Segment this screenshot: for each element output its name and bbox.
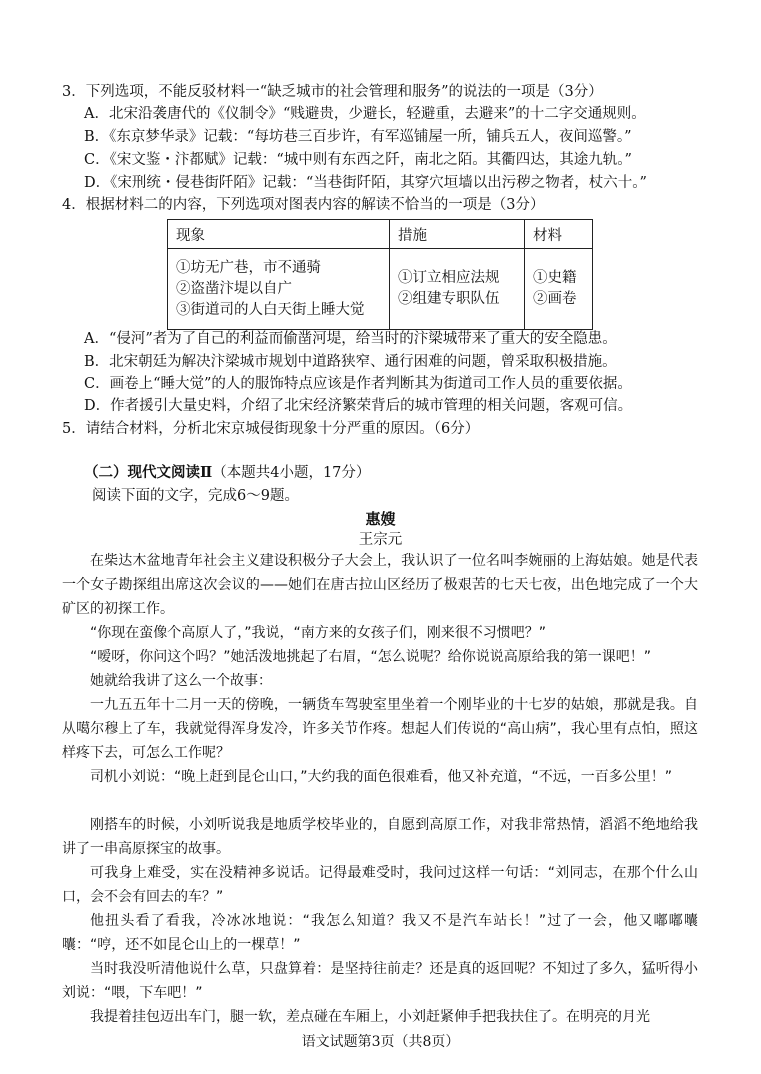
q4-option-d: D．作者援引大量史料，介绍了北宋经济繁荣背后的城市管理的相关问题，客观可信。 xyxy=(84,398,633,414)
measure-item: ①订立相应法规 xyxy=(398,270,500,286)
phenomenon-item: ①坊无广巷，市不通骑 xyxy=(176,259,321,276)
table-header-materials: 材料 xyxy=(525,220,593,249)
interpretation-table xyxy=(167,219,593,330)
q3-option-d: D．《宋刑统・侵巷街阡陌》记载：“当巷街阡陌，其穿穴垣墙以出污秽之物者，杖六十。” xyxy=(84,175,647,191)
material-item: ①史籍 xyxy=(533,270,577,286)
article-paragraph: 他扭头看了看我，冷冰冰地说：“我怎么知道？我又不是汽车站长！”过了一会，他又嘟嘟囔囔：“哼，还不如昆仑山上的一棵草！” xyxy=(62,913,698,953)
article-paragraph: 一九五五年十二月一天的傍晚，一辆货车驾驶室里坐着一个刚毕业的十七岁的姑娘，那就是我。自从噶尔穆上了车，我就觉得浑身发冷，许多关节作疼。想起人们传说的“高山病”，我心里有点怕，照这样疼下去，可怎么工作呢？ xyxy=(62,697,698,761)
table-cell-measures xyxy=(390,249,525,330)
article-paragraph: 可我身上难受，实在没精神多说话。记得最难受时，我问过这样一句话：“刘同志，在那个什么山口，会不会有回去的车？” xyxy=(62,865,698,905)
table-header-measures: 措施 xyxy=(390,220,525,249)
q3-option-c: C．《宋文鉴・汴都赋》记载：“城中则有东西之阡，南北之陌。其衢四达，其途九轨。” xyxy=(84,152,632,168)
article-paragraph: 刚搭车的时候，小刘听说我是地质学校毕业的，自愿到高原工作，对我非常热情，滔滔不绝地给我讲了一串高原探宝的故事。 xyxy=(62,817,698,857)
phenomenon-item: ③街道司的人白天街上睡大觉 xyxy=(176,301,365,318)
question-3-stem: 3．下列选项，不能反驳材料一“缺乏城市的社会管理和服务”的说法的一项是（3分） xyxy=(62,84,603,100)
article-author: 王宗元 xyxy=(358,532,403,548)
section-heading-score: （本题共4小题，17分） xyxy=(212,465,371,481)
article-paragraph: 司机小刘说：“晚上赶到昆仑山口，”大约我的面色很难看，他又补充道，“不远，一百多公里！” xyxy=(90,769,673,785)
measure-item: ②组建专职队伍 xyxy=(398,291,500,307)
table-cell-materials xyxy=(525,249,593,330)
page-footer: 语文试题第3页（共8页） xyxy=(301,1034,460,1050)
article-paragraph: “你现在蛮像个高原人了，”我说，“南方来的女孩子们，刚来很不习惯吧？” xyxy=(90,625,547,641)
article-title: 惠嫂 xyxy=(365,510,396,528)
article-paragraph: “嗳呀，你问这个吗？”她活泼地挑起了右眉，“怎么说呢？给你说说高原给我的第一课吧！” xyxy=(90,649,652,665)
article-paragraph: 她就给我讲了这么一个故事： xyxy=(90,673,272,689)
q4-option-b: B．北宋朝廷为解决汴梁城市规划中道路狭窄、通行困难的问题，曾采取积极措施。 xyxy=(84,354,617,370)
material-item: ②画卷 xyxy=(533,291,577,307)
reading-instruction: 阅读下面的文字，完成6～9题。 xyxy=(92,488,299,504)
question-4-stem: 4．根据材料二的内容，下列选项对图表内容的解读不恰当的一项是（3分） xyxy=(62,197,545,213)
q4-option-a: A．“侵河”者为了自己的利益而偷凿河堤，给当时的汴梁城带来了重大的安全隐患。 xyxy=(84,331,617,347)
article-paragraph: 当时我没听清他说什么草，只盘算着：是坚持往前走？还是真的返回呢？不知过了多久，猛听得小刘说：“喂，下车吧！” xyxy=(62,961,698,1001)
section-heading-title: （二）现代文阅读Ⅱ xyxy=(84,464,213,481)
q3-option-a: A．北宋沿袭唐代的《仪制令》“贱避贵，少避长，轻避重，去避来”的十二字交通规则。 xyxy=(84,106,646,122)
article-paragraph: 在柴达木盆地青年社会主义建设积极分子大会上，我认识了一位名叫李婉丽的上海姑娘。她是代表一个女子勘探组出席这次会议的——她们在唐古拉山区经历了极艰苦的七天七夜，出色地完成了一个大矿区的初探工作。 xyxy=(62,553,698,617)
q3-option-b: B．《东京梦华录》记载：“每坊巷三百步许，有军巡铺屋一所，铺兵五人，夜间巡警。” xyxy=(84,129,632,145)
table-cell-phenomena xyxy=(168,249,390,330)
q4-option-c: C．画卷上“睡大觉”的人的服饰特点应该是作者判断其为街道司工作人员的重要依据。 xyxy=(84,376,632,392)
article-paragraph: 我提着挂包迈出车门，腿一软，差点碰在车厢上，小刘赶紧伸手把我扶住了。在明亮的月光 xyxy=(90,1009,650,1025)
section-heading xyxy=(84,463,370,483)
table-header-phenomena: 现象 xyxy=(168,220,390,249)
phenomenon-item: ②盗凿汴堤以自广 xyxy=(176,280,292,297)
question-5-stem: 5．请结合材料，分析北宋京城侵街现象十分严重的原因。（6分） xyxy=(62,421,480,437)
